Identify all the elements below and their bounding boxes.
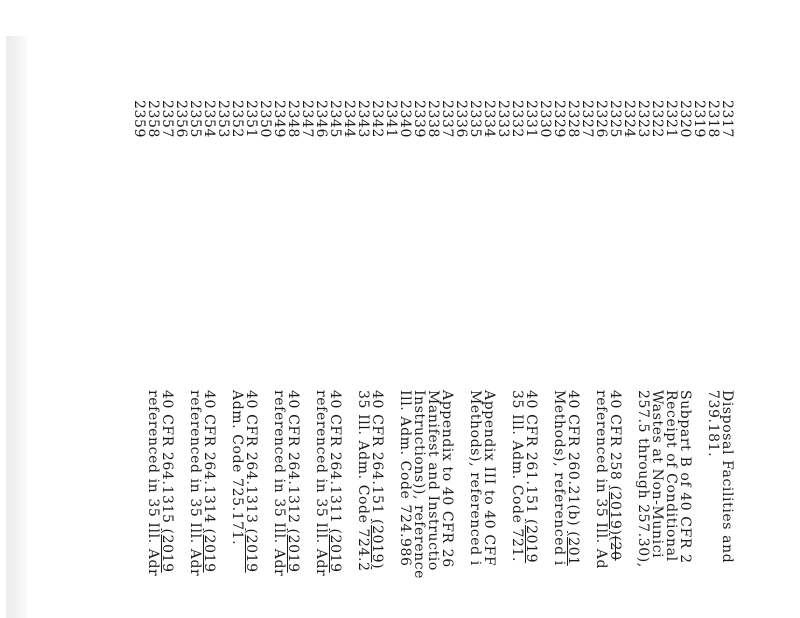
text-line [160, 390, 174, 579]
text-line [244, 390, 258, 579]
line-number: 2354 [201, 100, 217, 139]
underlined-insertion: (2019 [327, 528, 343, 573]
text-line-content: 35 Ill. Adm. Code 724.2 [355, 390, 371, 572]
text-line [230, 390, 244, 579]
line-number: 2335 [467, 100, 483, 139]
line-number: 2342 [369, 100, 385, 139]
underlined-insertion: (201 [565, 531, 581, 566]
line-number: 2334 [481, 100, 497, 139]
underlined-insertion: (2019 [201, 528, 217, 573]
text-line [608, 390, 622, 579]
line-number: 2357 [159, 100, 175, 139]
line-number: 2332 [509, 100, 525, 139]
text-line [594, 390, 608, 579]
text-line [398, 390, 412, 579]
underlined-insertion: (2019 [243, 528, 259, 573]
line-number: 2320 [677, 100, 693, 139]
text-line-content: Appendix to 40 CFR 26 [439, 390, 455, 568]
text-line [412, 390, 426, 579]
text-line-content: 40 CFR 264.151 [369, 390, 385, 520]
text-line-content: 257.5 through 257.30), [635, 390, 651, 568]
text-line [370, 390, 384, 579]
line-number: 2324 [621, 100, 637, 139]
text-line [706, 390, 720, 579]
line-number: 2317 [719, 100, 735, 139]
text-line [720, 390, 734, 579]
line-number: 2355 [187, 100, 203, 139]
line-number: 2345 [327, 100, 343, 139]
text-line [692, 390, 706, 579]
line-number: 2321 [663, 100, 679, 139]
text-line [482, 390, 496, 579]
line-number: 2349 [271, 100, 287, 139]
text-line-content: Wastes at Non-Munici [649, 390, 665, 559]
line-number: 2337 [439, 100, 455, 139]
text-line-content: Subpart B of 40 CFR 2 [677, 390, 693, 564]
text-line-content: referenced in 35 Ill. Ad [593, 390, 609, 570]
text-line-content: 739.181. [705, 390, 721, 458]
line-number: 2333 [495, 100, 511, 139]
line-number: 2331 [523, 100, 539, 139]
line-number-column [132, 100, 734, 138]
text-line-content: Disposal Facilities and [719, 390, 735, 564]
line-number: 2346 [313, 100, 329, 139]
text-line-content: Ill. Adm. Code 724.986 [397, 390, 413, 567]
text-line [678, 390, 692, 579]
line-number: 2350 [257, 100, 273, 139]
underlined-insertion: (2019 [159, 528, 175, 573]
text-line [384, 390, 398, 579]
line-number: 2348 [285, 100, 301, 139]
underlined-insertion: (2019) [607, 485, 623, 536]
text-line-content: 40 CFR 264.1312 [285, 390, 301, 529]
line-number: 2330 [537, 100, 553, 139]
line-number: 2338 [425, 100, 441, 139]
underlined-insertion: (2019) [369, 519, 385, 570]
line-number: 2318 [705, 100, 721, 139]
text-line [440, 390, 454, 579]
line-number: 2358 [145, 100, 161, 139]
text-line [216, 390, 230, 579]
text-line-content: 40 CFR 261.151 [523, 390, 539, 520]
text-line [188, 390, 202, 579]
line-number: 2347 [299, 100, 315, 139]
text-line-content: 40 CFR 260.21(b) [565, 390, 581, 532]
text-line [496, 390, 510, 579]
line-number: 2326 [593, 100, 609, 139]
document-body-text [132, 390, 734, 579]
line-number: 2328 [565, 100, 581, 139]
line-number: 2340 [397, 100, 413, 139]
text-line [272, 390, 286, 579]
text-line [454, 390, 468, 579]
text-line-content: Instructions)), reference [411, 390, 427, 580]
text-line [146, 390, 160, 579]
text-line-content: referenced in 35 Ill. Adr [271, 390, 287, 577]
line-number: 2329 [551, 100, 567, 139]
line-number: 2343 [355, 100, 371, 139]
line-number: 2351 [243, 100, 259, 139]
line-number: 2359 [131, 100, 147, 139]
text-line-content: referenced in 35 Ill. Adr [313, 390, 329, 577]
text-line [328, 390, 342, 579]
text-line [538, 390, 552, 579]
text-line [202, 390, 216, 579]
text-line [174, 390, 188, 579]
text-line [132, 390, 146, 579]
text-line-content: Receipt of Conditional [663, 390, 679, 562]
underlined-insertion: (2019 [523, 519, 539, 564]
text-line [566, 390, 580, 579]
line-number: 2323 [635, 100, 651, 139]
text-line-content: referenced in 35 Ill. Adr [187, 390, 203, 577]
text-line [468, 390, 482, 579]
line-number: 2352 [229, 100, 245, 139]
text-line [636, 390, 650, 579]
text-line-content: 40 CFR 264.1315 [159, 390, 175, 529]
text-line [510, 390, 524, 579]
text-line-content: Appendix III to 40 CFF [481, 390, 497, 567]
text-line-content: Methods), referenced i [467, 390, 483, 566]
text-line [622, 390, 636, 579]
text-line [314, 390, 328, 579]
line-number: 2341 [383, 100, 399, 139]
text-line [342, 390, 356, 579]
underlined-insertion: (2019 [285, 528, 301, 573]
text-line [286, 390, 300, 579]
text-line [580, 390, 594, 579]
text-line [650, 390, 664, 579]
struck-deletion: (20 [607, 535, 623, 561]
text-line [426, 390, 440, 579]
text-line-content: 40 CFR 264.1314 [201, 390, 217, 529]
line-number: 2325 [607, 100, 623, 139]
text-line [664, 390, 678, 579]
text-line [524, 390, 538, 579]
text-line-content: 35 Ill. Adm. Code 721. [509, 390, 525, 563]
text-line-content: Manifest and Instructio [425, 390, 441, 571]
line-number: 2353 [215, 100, 231, 139]
text-line-content: 40 CFR 264.1311 [327, 390, 343, 529]
line-number: 2327 [579, 100, 595, 139]
text-line-content: Methods), referenced i [551, 390, 567, 566]
text-line [552, 390, 566, 579]
text-line-content: referenced in 35 Ill. Adr [145, 390, 161, 577]
text-line [356, 390, 370, 579]
line-number: 2344 [341, 100, 357, 139]
text-line-content: 40 CFR 258 [607, 390, 623, 486]
line-number: 2319 [691, 100, 707, 139]
line-number: 2356 [173, 100, 189, 139]
text-line [258, 390, 272, 579]
line-number: 2322 [649, 100, 665, 139]
text-line-content: 40 CFR 264.1313 [243, 390, 259, 529]
text-line [300, 390, 314, 579]
line-number: 2339 [411, 100, 427, 139]
line-number: 2336 [453, 100, 469, 139]
text-line-content: Adm. Code 725.171. [229, 390, 245, 546]
